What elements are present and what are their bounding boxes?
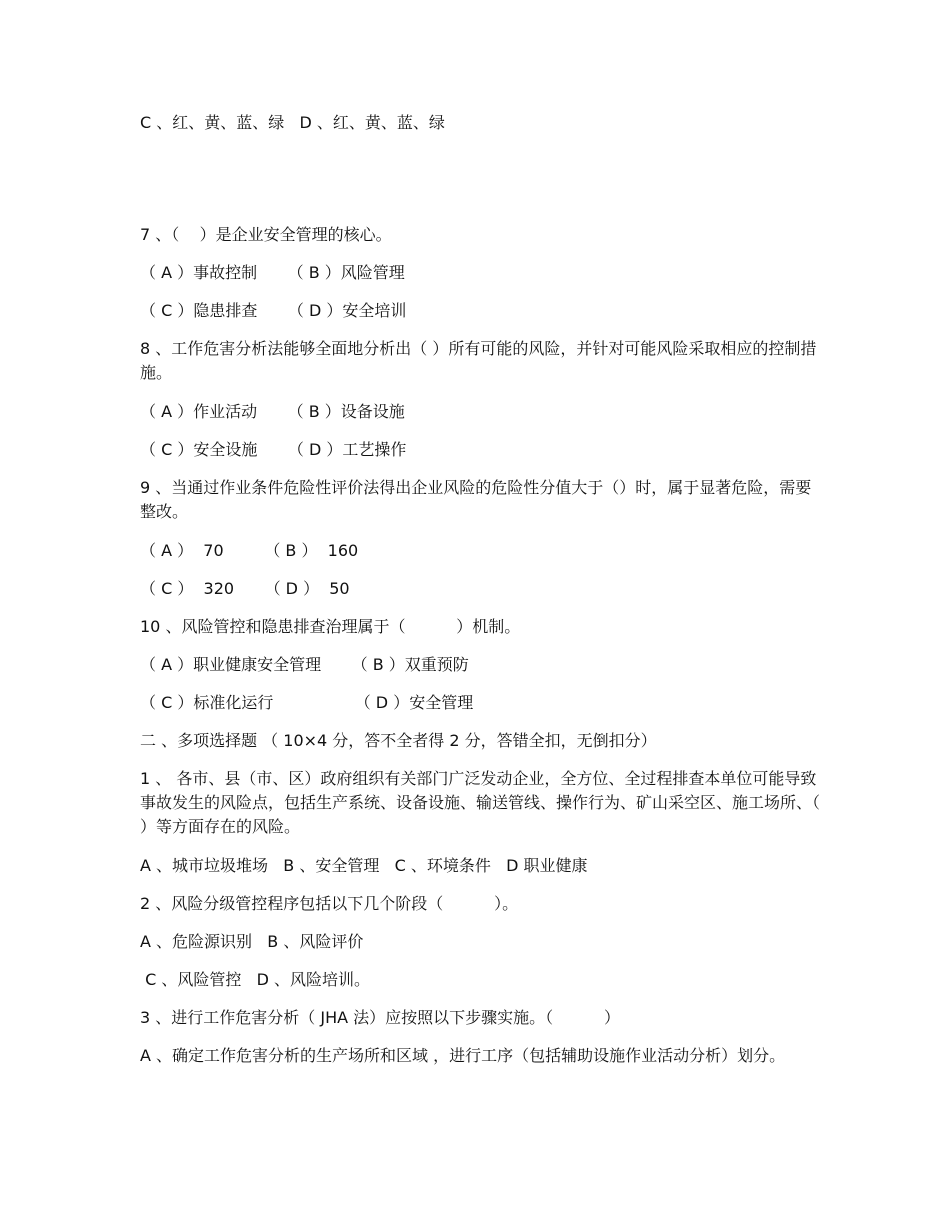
question-10: 10 、风险管控和隐患排查治理属于（ ）机制。	[140, 617, 521, 636]
multi-question-3-option-a: A 、确定工作危害分析的生产场所和区域 ，进行工序（包括辅助设施作业活动分析）划分。	[140, 1046, 786, 1065]
multi-question-1: 1 、 各市、县（市、区）政府组织有关部门广泛发动企业，全方位、全过程排查本单位可能导致事故发生的风险点，包括生产系统、设备设施、输送管线、操作行为、矿山采空区、施工场所、（ ）等方面存在的风险。	[140, 769, 821, 836]
question-9-options-cd: （ C ） 320 （ D ） 50	[140, 579, 350, 598]
section-2-heading: 二 、多项选择题 （ 10×4 分，答不全者得 2 分，答错全扣，无倒扣分）	[140, 731, 657, 750]
q6-options-cd: C 、红、黄、蓝、绿 D 、红、黄、蓝、绿	[140, 113, 445, 132]
multi-question-2-options-cd: C 、风险管控 D 、风险培训。	[140, 970, 371, 989]
question-8-options-ab: （ A ）作业活动 （ B ）设备设施	[140, 402, 405, 421]
multi-question-3: 3 、进行工作危害分析（ JHA 法）应按照以下步骤实施。（ ）	[140, 1008, 620, 1027]
question-9-options-ab: （ A ） 70 （ B ） 160	[140, 541, 359, 560]
question-10-options-cd: （ C ）标准化运行 （ D ）安全管理	[140, 693, 474, 712]
multi-question-2-options-ab: A 、危险源识别 B 、风险评价	[140, 932, 364, 951]
question-8-options-cd: （ C ）安全设施 （ D ）工艺操作	[140, 440, 407, 459]
question-8: 8 、工作危害分析法能够全面地分析出（ ）所有可能的风险，并针对可能风险采取相应的控制措施。	[140, 339, 817, 382]
multi-question-1-options: A 、城市垃圾堆场 B 、安全管理 C 、环境条件 D 职业健康	[140, 856, 588, 875]
question-7-options-ab: （ A ）事故控制 （ B ）风险管理	[140, 263, 405, 282]
multi-question-2: 2 、风险分级管控程序包括以下几个阶段（ ）。	[140, 894, 519, 913]
question-7: 7 、（ ）是企业安全管理的核心。	[140, 225, 392, 244]
question-9: 9 、当通过作业条件危险性评价法得出企业风险的危险性分值大于（）时，属于显著危险，需要整改。	[140, 478, 812, 521]
question-10-options-ab: （ A ）职业健康安全管理 （ B ）双重预防	[140, 655, 469, 674]
question-7-options-cd: （ C ）隐患排查 （ D ）安全培训	[140, 301, 407, 320]
